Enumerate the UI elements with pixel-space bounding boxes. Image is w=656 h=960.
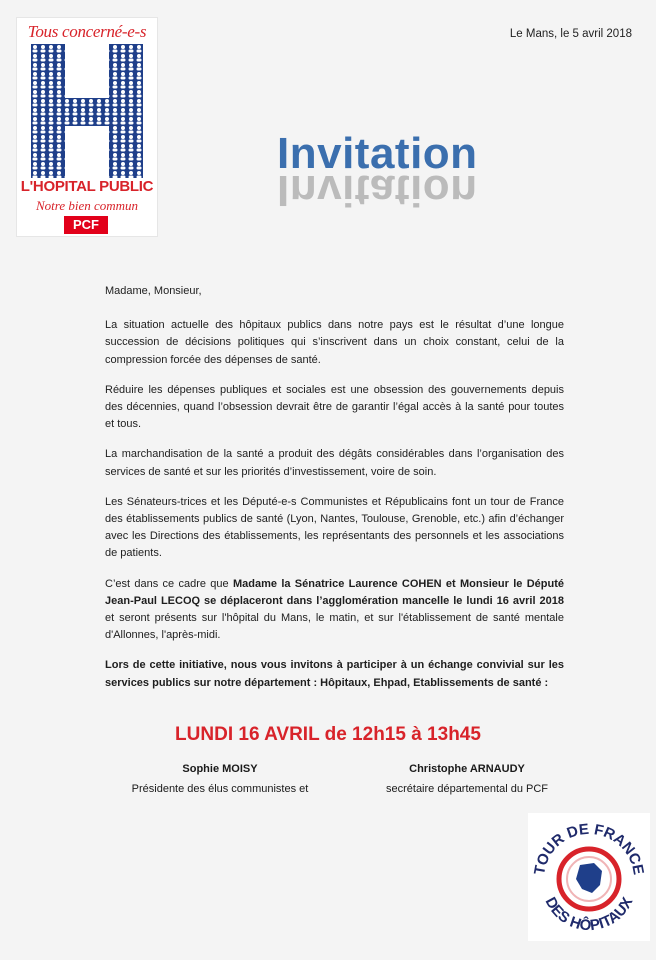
- tour-de-france-emblem-icon: [528, 813, 650, 941]
- poster-tagline: Tous concerné-e-s: [27, 22, 147, 41]
- signatory-2-role: secrétaire départemental du PCF: [385, 783, 549, 795]
- p5-end: et seront présents sur l'hôpital du Mans, le matin, et sur l'établissement de santé mentale d'Allonnes, l'après-midi.: [105, 612, 564, 642]
- paragraph-5: [105, 576, 564, 645]
- hospital-h-icon: [31, 44, 143, 178]
- event-date-time: LUNDI 16 AVRIL de 12h15 à 13h45: [175, 724, 481, 745]
- signatory-1: [105, 763, 335, 795]
- paragraph-2: Réduire les dépenses publiques et sociales est une obsession des gouvernements depuis des décennies, quand l’obsession devrait être de garantir l’égal accès à la santé pour toutes et tous.: [105, 383, 564, 431]
- paragraph-1: La situation actuelle des hôpitaux publics dans notre pays est le résultat d’une longue succession de décisions politiques qui s’inscrivent dans un choix constant, celui de la compression forcée des dépenses de santé.: [105, 319, 564, 366]
- tdf-logo-top: TOUR DE FRANCE: [531, 820, 647, 877]
- tour-de-france-hopitaux-logo: [528, 813, 650, 941]
- signatory-1-role: Présidente des élus communistes et: [131, 783, 309, 795]
- pcf-logo: PCF: [64, 216, 108, 234]
- paragraph-3: La marchandisation de la santé a produit des dégâts considérables dans l’organisation des services de santé et sur les priorités d’investissement, voire de soin.: [105, 448, 564, 478]
- invitation-title: [277, 129, 577, 215]
- p5-bold: Madame la Sénatrice Laurence COHEN et Monsieur le Député Jean-Paul LECOQ se déplaceront dans l’agglomération mancelle le lundi 16 avril 2018: [105, 577, 564, 607]
- p5-intro: C’est dans ce cadre que: [105, 577, 233, 590]
- signatory-2: [352, 763, 582, 795]
- invitation-title-reflection: Invitation: [277, 166, 478, 215]
- signatory-2-name: Christophe ARNAUDY: [409, 763, 525, 775]
- paragraph-4: Les Sénateurs-trices et les Député-e-s Communistes et Républicains font un tour de France des établissements publics de santé (Lyon, Nantes, Toulouse, Grenoble, etc.) afin d’échanger avec les Directions des établissements, les représentants des personnels et les associations de patients.: [105, 495, 564, 560]
- invite-paragraph: Lors de cette initiative, nous vous invitons à participer à un échange convivial sur les services publics sur notre département : Hôpitaux, Ehpad, Etablissements de santé :: [105, 659, 564, 689]
- invitation-title-text: Invitation: [277, 129, 478, 178]
- hopital-public-poster: [17, 18, 157, 236]
- salutation: Madame, Monsieur,: [105, 285, 202, 297]
- tdf-logo-bottom: DES HÔPITAUX: [541, 894, 637, 935]
- signatory-1-name: Sophie MOISY: [182, 763, 258, 775]
- poster-sub-text: Notre bien commun: [35, 198, 139, 213]
- letter-body: [105, 283, 564, 705]
- letter-date: Le Mans, le 5 avril 2018: [509, 28, 632, 40]
- poster-main-text: L'HOPITAL PUBLIC: [20, 178, 154, 195]
